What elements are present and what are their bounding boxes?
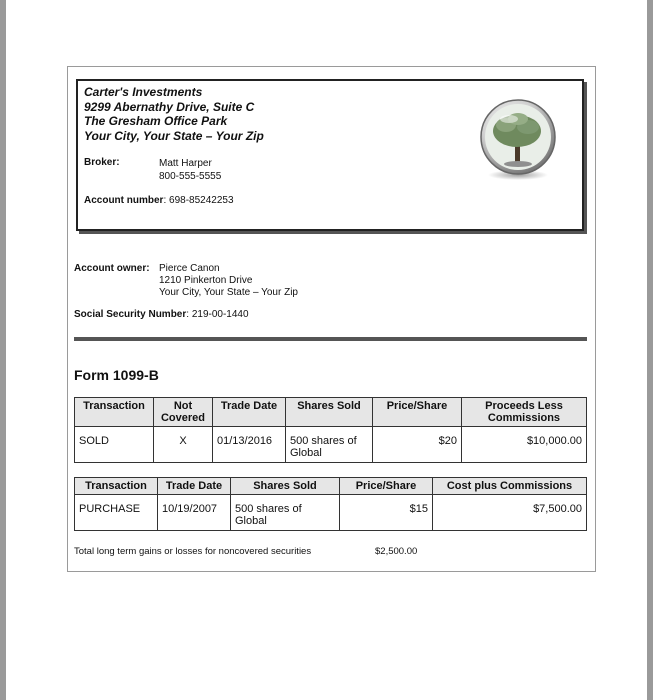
owner-address-line2: Your City, Your State – Your Zip	[159, 287, 298, 298]
cell-trade-date: 10/19/2007	[158, 495, 231, 531]
cell-transaction: SOLD	[75, 427, 154, 463]
total-gains-label: Total long term gains or losses for noncovered securities	[74, 546, 312, 557]
account-number	[84, 195, 234, 206]
cell-shares-sold: 500 shares of Global	[286, 427, 373, 463]
header-shares-sold: Shares Sold	[286, 398, 373, 427]
form-title: Form 1099-B	[74, 367, 159, 383]
company-address-line2: The Gresham Office Park	[84, 114, 228, 128]
company-address-line1: 9299 Abernathy Drive, Suite C	[84, 99, 255, 114]
broker-phone: 800-555-5555	[159, 171, 222, 182]
purchase-table	[74, 477, 587, 531]
cell-price-share: $15	[340, 495, 433, 531]
owner-address-line1: 1210 Pinkerton Drive	[159, 275, 253, 286]
table-row	[75, 495, 587, 531]
broker-label: Broker:	[84, 157, 120, 168]
header-transaction: Transaction	[75, 398, 154, 427]
header-trade-date: Trade Date	[158, 478, 231, 495]
cell-not-covered: X	[154, 427, 213, 463]
ssn-value: : 219-00-1440	[186, 309, 249, 320]
cell-cost: $7,500.00	[433, 495, 587, 531]
account-number-label: Account number	[84, 195, 164, 206]
document-page	[67, 66, 596, 572]
company-address-line3: Your City, Your State – Your Zip	[84, 128, 264, 143]
header-cost: Cost plus Commissions	[433, 478, 587, 495]
right-page-edge	[647, 0, 653, 700]
account-number-value: : 698-85242253	[163, 195, 234, 206]
ssn	[74, 309, 249, 320]
header-price-share: Price/Share	[340, 478, 433, 495]
cell-trade-date: 01/13/2016	[213, 427, 286, 463]
company-name: Carter's Investments	[84, 85, 203, 99]
table-row	[75, 427, 587, 463]
money-tree-globe-icon	[476, 97, 560, 181]
header-price-share: Price/Share	[373, 398, 462, 427]
header-shares-sold: Shares Sold	[231, 478, 340, 495]
left-page-edge	[0, 0, 6, 700]
header-transaction: Transaction	[75, 478, 158, 495]
account-owner-info	[159, 263, 298, 299]
owner-name: Pierce Canon	[159, 263, 220, 274]
cell-price-share: $20	[373, 427, 462, 463]
account-owner-label: Account owner:	[74, 263, 150, 274]
cell-transaction: PURCHASE	[75, 495, 158, 531]
header-proceeds: Proceeds Less Commissions	[462, 398, 587, 427]
cell-proceeds: $10,000.00	[462, 427, 587, 463]
broker-header-box	[76, 79, 584, 231]
sale-table	[74, 397, 587, 463]
broker-info	[159, 157, 221, 183]
ssn-label: Social Security Number	[74, 309, 187, 320]
company-block	[84, 85, 264, 143]
broker-name: Matt Harper	[159, 158, 212, 169]
header-trade-date: Trade Date	[213, 398, 286, 427]
total-gains-value: $2,500.00	[375, 546, 418, 557]
purchase-table-header	[75, 478, 587, 495]
section-divider	[74, 337, 587, 341]
sale-table-header	[75, 398, 587, 427]
header-not-covered: Not Covered	[154, 398, 213, 427]
cell-shares-sold: 500 shares of Global	[231, 495, 340, 531]
